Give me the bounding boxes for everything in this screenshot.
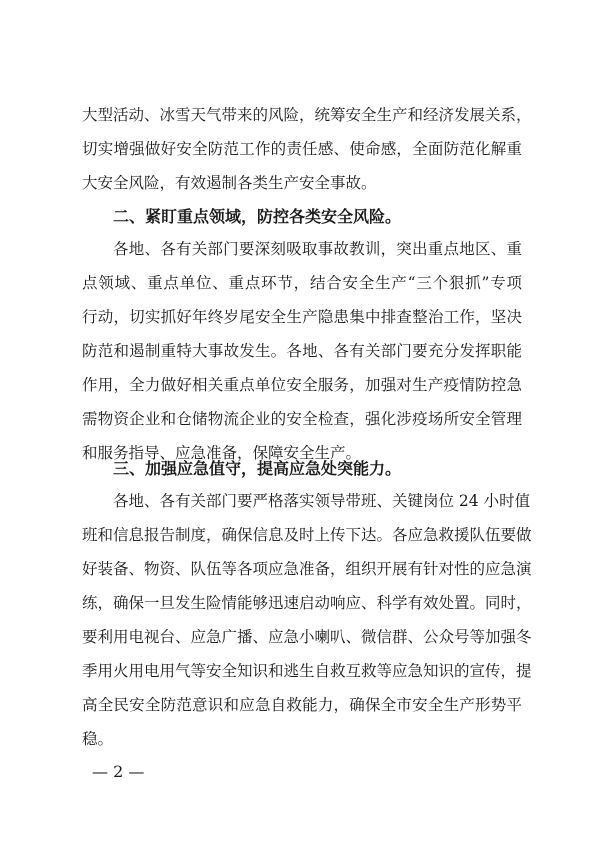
paragraph-line: 季用火用电用气等安全知识和逃生自救互救等应急知识的宣传，提 xyxy=(82,662,532,680)
paragraph-line: 和服务指导、应急准备，保障安全生产。 xyxy=(82,444,362,462)
paragraph-line: 切实增强做好安全防范工作的责任感、使命感，全面防范化解重 xyxy=(82,140,522,158)
paragraph-line: 各地、各有关部门要严格落实领导带班、关键岗位 24 小时值 xyxy=(113,492,531,510)
paragraph-line: 稳。 xyxy=(82,730,114,748)
section2-paragraph xyxy=(82,232,522,470)
section3-paragraph xyxy=(82,484,532,756)
intro-paragraph xyxy=(82,98,532,200)
paragraph-line: 大安全风险，有效遏制各类生产安全事故。 xyxy=(82,174,377,192)
paragraph-line: 班和信息报告制度，确保信息及时上传下达。各应急救援队伍要做 xyxy=(82,526,532,544)
paragraph-line: 防范和遏制重特大事故发生。各地、各有关部门要充分发挥职能 xyxy=(82,342,522,360)
section-heading: 二、紧盯重点领域，防控各类安全风险。 xyxy=(113,207,402,226)
paragraph-line: 作用，全力做好相关重点单位安全服务，加强对生产疫情防控急 xyxy=(82,376,522,394)
paragraph-line: 高全民安全防范意识和应急自救能力，确保全市安全生产形势平 xyxy=(82,696,522,714)
paragraph-line: 好装备、物资、队伍等各项应急准备，组织开展有针对性的应急演 xyxy=(82,560,532,578)
paragraph-line: 大型活动、冰雪天气带来的风险，统筹安全生产和经济发展关系， xyxy=(82,106,532,124)
paragraph-line: 点领域、重点单位、重点环节，结合安全生产“三个狠抓”专项 xyxy=(82,274,522,292)
page-number: — 2 — xyxy=(92,762,145,781)
paragraph-line: 行动，切实抓好年终岁尾安全生产隐患集中排查整治工作，坚决 xyxy=(82,308,522,326)
paragraph-line: 各地、各有关部门要深刻吸取事故教训，突出重点地区、重 xyxy=(113,240,522,258)
paragraph-line: 要利用电视台、应急广播、应急小喇叭、微信群、公众号等加强冬 xyxy=(82,628,532,646)
section-heading: 三、加强应急值守，提高应急处突能力。 xyxy=(113,459,402,478)
paragraph-line: 练，确保一旦发生险情能够迅速启动响应、科学有效处置。同时， xyxy=(82,594,532,612)
paragraph-line: 需物资企业和仓储物流企业的安全检查，强化涉疫场所安全管理 xyxy=(82,410,522,428)
